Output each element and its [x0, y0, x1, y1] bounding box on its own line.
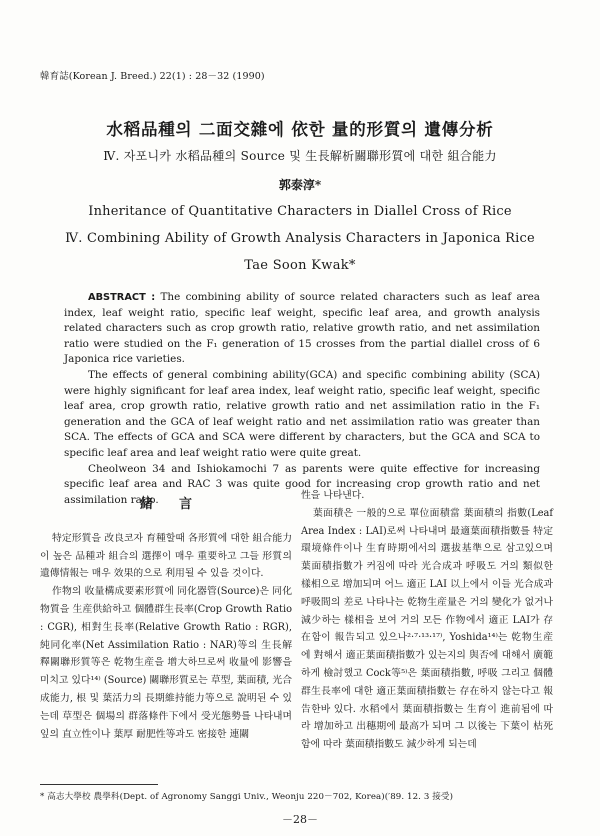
paper-title-korean: 水稻品種의 二面交雜에 依한 量的形質의 遺傳分析	[106, 120, 494, 139]
paper-title-english: Inheritance of Quantitative Characters in Diallel Cross of Rice	[88, 204, 512, 219]
footnote-affiliation: * 高志大學校 農學科(Dept. of Agronomy Sanggi Univ., Weonju 220－702, Korea)(′89. 12. 3 接受)	[40, 792, 454, 802]
abstract	[64, 290, 540, 508]
author-english: Tae Soon Kwak*	[244, 258, 356, 273]
abstract-paragraph-1	[64, 290, 540, 368]
intro-continuation: 性을 나타낸다.	[301, 490, 365, 501]
paper-subtitle-english: Ⅳ. Combining Ability of Growth Analysis Characters in Japonica Rice	[65, 231, 535, 246]
introduction-heading: 緒言	[139, 497, 218, 512]
footnote-rule	[40, 784, 158, 785]
paper-subtitle-korean: Ⅳ. 자포니카 水稻品種의 Source 및 生長解析關聯形質에 대한 組合能力	[103, 149, 497, 163]
journal-citation: 韓育誌(Korean J. Breed.) 22(1) : 28－32 (1990)	[40, 71, 265, 82]
right-column	[301, 487, 553, 754]
left-column	[40, 496, 292, 743]
abstract-label: ABSTRACT :	[88, 292, 156, 303]
intro-paragraph-1: 特定形質을 改良코자 育種할때 各形質에 대한 組合能力이 높은 品種과 組合의 選擇이 매우 重要하고 그들 形質의 遺傳情報는 매우 效果的으로 利用될 수 있을 것이다.	[40, 532, 292, 580]
abstract-paragraph-3: Cheolweon 34 and Ishiokamochi 7 as parents were quite effective for increasing specific leaf area and RAC 3 was quite good for increasing crop growth ratio and net assimilation ratio.	[64, 462, 540, 506]
page-number: －28－	[282, 813, 318, 826]
author-korean: 郭泰淳*	[278, 178, 322, 192]
abstract-text-1: The combining ability of source related characters such as leaf area index, leaf weight ratio, specific leaf weight, specific leaf area, and growth analysis related characters such as crop growth ratio, relative growth ratio, and net assimilation ratio were studied on the F₁ generation of 15 crosses from the partial diallel cross of 6 Japonica rice varieties.	[64, 291, 541, 366]
intro-paragraph-3: 葉面積은 一般的으로 單位面積當 葉面積의 指數(Leaf Area Index : LAI)로써 나타내며 最適葉面積指數를 特定環境條件이나 生育時期에서의 選拔基準으로 삼고있으며 葉面積指數가 커짐에 따라 光合成과 呼吸도 거의 類似한 樣相으로 增加되며 어느 適正 LAI 以上에서 이들 光合成과 呼吸間의 差로 나타나는 乾物生産量은 거의 變化가 없거나 減少하는 樣相을 보여 거의 모든 作物에서 適正 LAI가 存在함이 報告되고 있으나²·⁷·¹³·¹⁷⁾, Yoshida¹⁴⁾는 乾物生産에 對해서 適正葉面積指數가 있는지의 與否에 대해서 廣範하게 檢討했고 Cock等⁵⁾은 葉面積指數, 呼吸 그리고 個體群生長率에 대한 適正葉面積指數는 存在하지 않는다고 報告한바 있다. 水稻에서 葉面積指數는 生育이 進前됨에 따라 增加하고 出穗期에 最高가 되며 그 以後는 下葉이 枯死함에 따라 葉面積指數도 減少하게 되는데	[301, 507, 553, 751]
intro-paragraph-2: 作物의 收量構成要素形質에 同化器管(Source)은 同化物質을 生産供給하고 個體群生長率(Crop Growth Ratio : CGR), 相對生長率(Relative Growth Ratio : RGR), 純同化率(Net Assimilation Ratio : NAR)等의 生長解釋關聯形質等은 乾物生産을 增大하므로써 收量에 影響을 미치고 있다¹⁴⁾ (Source) 關聯形質로는 草型, 葉面積, 光合成能力, 根 및 葉活力의 長期維持能力等으로 說明된 수 있는데 草型은 個場의 群落條件下에서 受光態勢를 나타내며 잎의 直立性이나 葉厚 耐肥性等과도 密接한 連關	[40, 586, 292, 740]
abstract-paragraph-2: The effects of general combining ability(GCA) and specific combining ability (SCA) were highly significant for leaf area index, leaf weight ratio, specific leaf weight, specific leaf area, crop growth ratio, relative growth ratio and net assimilation ratio in the F₁ generation and the GCA of leaf weight ratio and net assimilation ratio was greater than SCA. The effects of GCA and SCA were different by characters, but the GCA and SCA to specific leaf area and leaf weight ratio were quite great.	[64, 368, 540, 459]
